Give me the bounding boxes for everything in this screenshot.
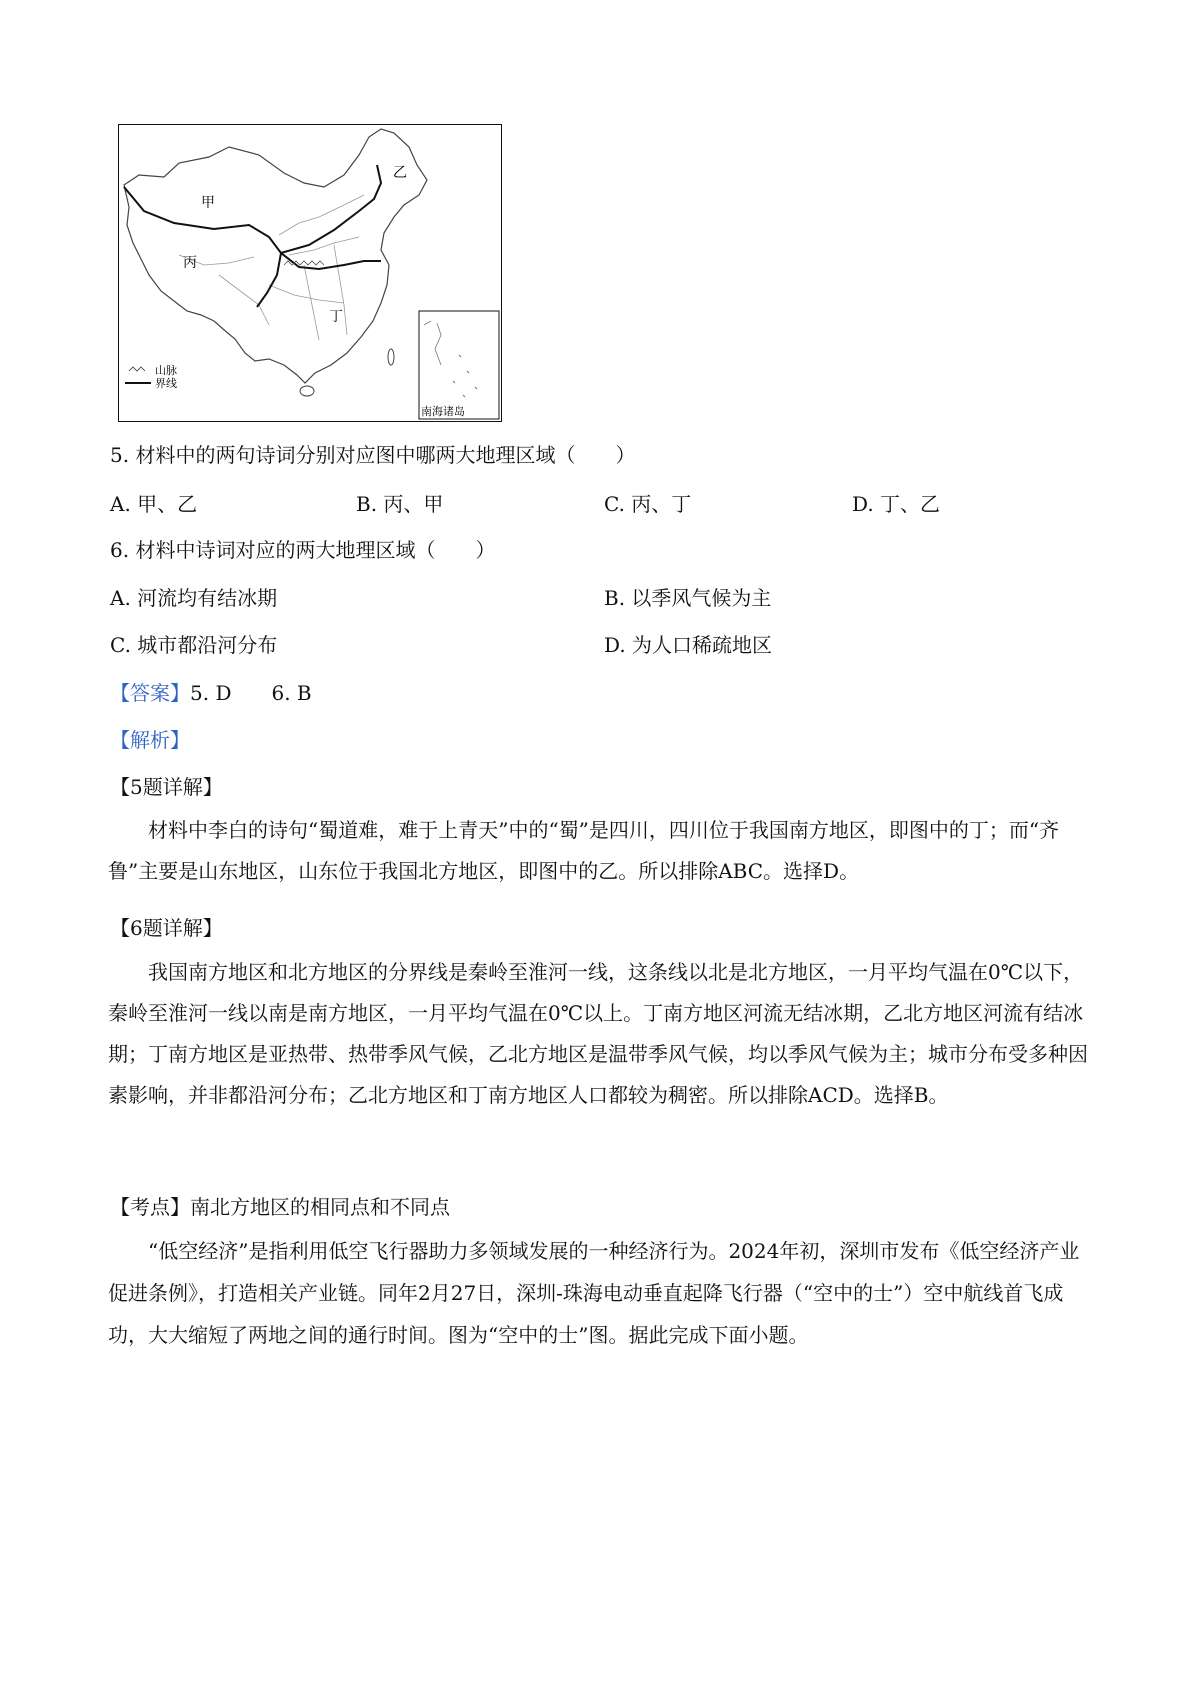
detail-6-text: 我国南方地区和北方地区的分界线是秦岭至淮河一线，这条线以北是北方地区，一月平均气温在0℃以下，秦岭至淮河一线以南是南方地区，一月平均气温在0℃以上。丁南方地区河流无结冰期，乙北方地区河流有结冰期；丁南方地区是亚热带、热带季风气候，乙北方地区是温带季风气候，均以季风气候为主；城市分布受多种因素影响，并非都沿河分布；乙北方地区和丁南方地区人口都较为稠密。所以排除ACD。选择B。 [108, 960, 1088, 1107]
china-outline [124, 129, 427, 383]
china-regions-map [118, 124, 502, 422]
q5-option-a: A. 甲、乙 [110, 492, 198, 516]
material-text: “低空经济”是指利用低空飞行器助力多领域发展的一种经济行为。2024年初，深圳市发布《低空经济产业促进条例》，打造相关产业链。同年2月27日，深圳-珠海电动垂直起降飞行器（“空中的士”）空中航线首飞成功，大大缩短了两地之间的通行时间。图为“空中的士”图。据此完成下面小题。 [108, 1239, 1080, 1347]
q5-option-c: C. 丙、丁 [604, 492, 692, 516]
q6-option-a: A. 河流均有结冰期 [110, 586, 278, 610]
legend-boundary-label: 界线 [155, 377, 177, 390]
taiwan-island [388, 349, 394, 365]
detail-6-body [108, 952, 1098, 1116]
q6-option-c: C. 城市都沿河分布 [110, 633, 278, 657]
legend-mountain-label: 山脉 [155, 364, 177, 377]
detail-6-title: 【6题详解】 [110, 916, 223, 940]
boundary-line-north [124, 165, 381, 253]
material-body [108, 1230, 1098, 1356]
question-6-stem: 6. 材料中诗词对应的两大地理区域（ ） [110, 538, 496, 562]
detail-5-text: 材料中李白的诗句“蜀道难，难于上青天”中的“蜀”是四川，四川位于我国南方地区，即图中的丁；而“齐鲁”主要是山东地区，山东位于我国北方地区，即图中的乙。所以排除ABC。选择D。 [108, 818, 1060, 883]
region-label-jia: 甲 [201, 195, 215, 211]
south-sea-inset [419, 311, 499, 419]
q6-option-d: D. 为人口稀疏地区 [604, 633, 773, 657]
answer-text: 5. D 6. B [190, 681, 312, 705]
detail-5-title: 【5题详解】 [110, 775, 223, 799]
analysis-tag: 【解析】 [110, 728, 190, 752]
answer-line [110, 677, 312, 706]
boundary-line-west [257, 253, 281, 307]
region-label-bing: 丙 [183, 255, 197, 271]
q5-option-b: B. 丙、甲 [356, 492, 444, 516]
inset-label: 南海诸岛 [421, 405, 465, 418]
q6-option-b: B. 以季风气候为主 [604, 586, 772, 610]
legend-mountain-icon [129, 367, 145, 371]
hainan-island [300, 386, 314, 396]
mountain-range [284, 261, 324, 265]
q5-option-d: D. 丁、乙 [852, 492, 941, 516]
detail-5-body [108, 810, 1098, 892]
answer-tag: 【答案】 [110, 681, 190, 705]
kaodian-tag: 【考点】 [110, 1195, 190, 1219]
region-label-yi: 乙 [393, 165, 407, 181]
question-5-stem: 5. 材料中的两句诗词分别对应图中哪两大地理区域（ ） [110, 443, 636, 467]
kaodian-line [110, 1191, 450, 1220]
region-label-ding: 丁 [329, 309, 343, 325]
kaodian-text: 南北方地区的相同点和不同点 [190, 1195, 450, 1219]
